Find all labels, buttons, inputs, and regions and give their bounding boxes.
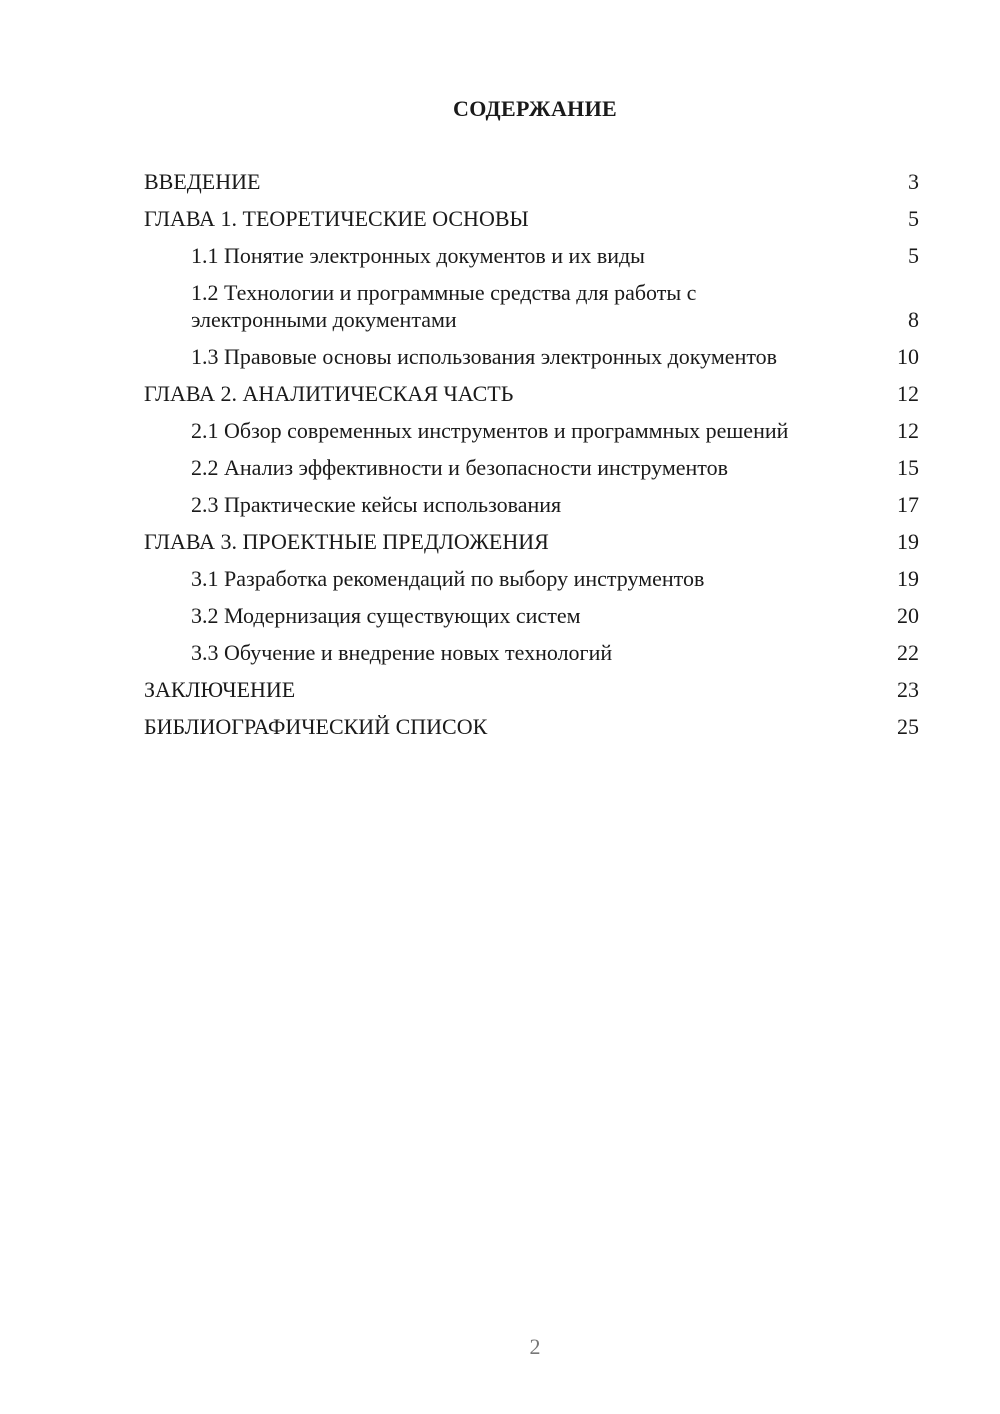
toc-entry-section-1-1[interactable]	[144, 242, 919, 269]
toc-entry-page: 5	[908, 243, 919, 268]
toc-entry-text: 3.3 Обучение и внедрение новых технологий	[191, 640, 613, 665]
toc-entry-text: ГЛАВА 1. ТЕОРЕТИЧЕСКИЕ ОСНОВЫ	[144, 206, 529, 231]
toc-entry-page: 10	[897, 344, 919, 369]
toc-entry-text: 2.1 Обзор современных инструментов и программных решений	[191, 418, 789, 443]
toc-entry-section-2-1[interactable]	[144, 417, 919, 444]
toc-entry-section-1-3[interactable]	[144, 343, 919, 370]
toc-entry-text: 1.2 Технологии и программные средства для работы с электронными документами	[191, 280, 697, 332]
toc-entry-page: 8	[908, 307, 919, 332]
toc-entry-text: 2.3 Практические кейсы использования	[191, 492, 562, 517]
toc-entry-introduction[interactable]	[144, 168, 919, 195]
toc-entry-bibliography[interactable]	[144, 713, 919, 740]
toc-entry-page: 12	[897, 381, 919, 406]
toc-entry-page: 20	[897, 603, 919, 628]
toc-entry-page: 17	[897, 492, 919, 517]
toc-entry-conclusion[interactable]	[144, 676, 919, 703]
toc-entry-page: 19	[897, 566, 919, 591]
toc-entry-text: 1.1 Понятие электронных документов и их виды	[191, 243, 645, 268]
toc-entry-chapter-2[interactable]	[144, 380, 919, 407]
toc-entry-chapter-1[interactable]	[144, 205, 919, 232]
page-number: 2	[529, 1334, 541, 1359]
toc-entry-section-1-2[interactable]	[144, 279, 919, 333]
toc-entry-page: 12	[897, 418, 919, 443]
toc-entry-text: 1.3 Правовые основы использования электронных документов	[191, 344, 778, 369]
toc-entry-section-3-3[interactable]	[144, 639, 919, 666]
toc-entry-section-3-2[interactable]	[144, 602, 919, 629]
toc-entry-page: 15	[897, 455, 919, 480]
toc-entry-text: БИБЛИОГРАФИЧЕСКИЙ СПИСОК	[144, 714, 488, 739]
toc-entry-page: 5	[908, 206, 919, 231]
page-title: СОДЕРЖАНИЕ	[453, 96, 617, 121]
toc-entry-page: 3	[908, 169, 919, 194]
toc-entry-section-3-1[interactable]	[144, 565, 919, 592]
toc-entry-text: ВВЕДЕНИЕ	[144, 169, 261, 194]
toc-entry-page: 22	[897, 640, 919, 665]
toc-entry-page: 23	[897, 677, 919, 702]
toc-entry-section-2-3[interactable]	[144, 491, 919, 518]
toc-entry-text: 3.1 Разработка рекомендаций по выбору инструментов	[191, 566, 705, 591]
toc-entry-chapter-3[interactable]	[144, 528, 919, 555]
toc-entry-section-2-2[interactable]	[144, 454, 919, 481]
table-of-contents	[144, 168, 919, 750]
toc-entry-text: ЗАКЛЮЧЕНИЕ	[144, 677, 296, 702]
toc-entry-text: ГЛАВА 2. АНАЛИТИЧЕСКАЯ ЧАСТЬ	[144, 381, 514, 406]
toc-entry-text: ГЛАВА 3. ПРОЕКТНЫЕ ПРЕДЛОЖЕНИЯ	[144, 529, 549, 554]
toc-entry-text: 3.2 Модернизация существующих систем	[191, 603, 581, 628]
toc-entry-page: 25	[897, 714, 919, 739]
toc-entry-text: 2.2 Анализ эффективности и безопасности инструментов	[191, 455, 729, 480]
toc-entry-page: 19	[897, 529, 919, 554]
